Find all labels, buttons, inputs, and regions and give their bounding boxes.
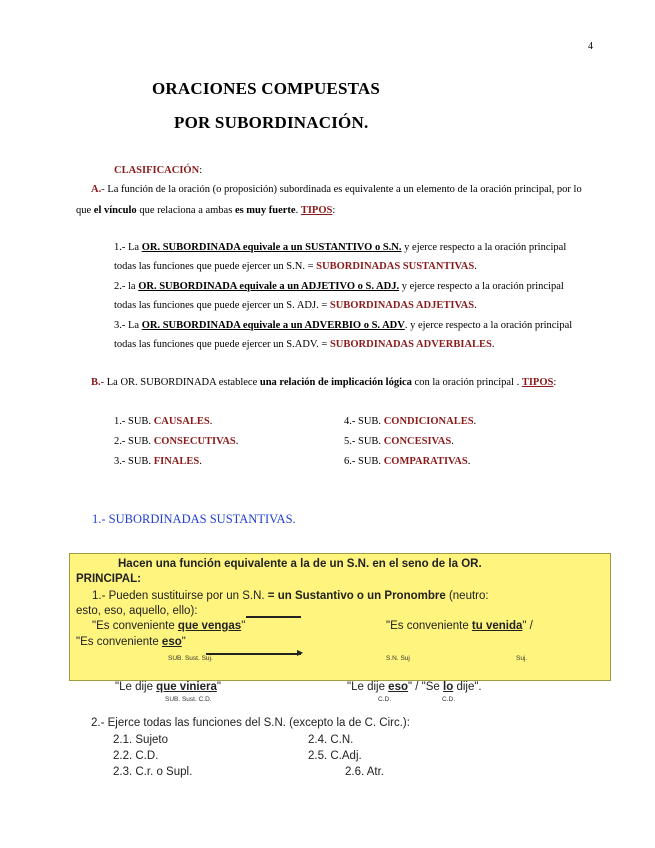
list-item: 5.- SUB. CONCESIVAS. [344, 436, 454, 447]
example-line-cd-2: "Le dije eso" / "Se lo dije". [347, 681, 482, 693]
funcion-item: 2.1. Sujeto [113, 734, 168, 746]
list-item: todas las funciones que puede ejercer un S.ADV. = SUBORDINADAS ADVERBIALES. [114, 339, 495, 350]
list-item: 3.- SUB. FINALES. [114, 456, 202, 467]
page-title-line1: ORACIONES COMPUESTAS [152, 79, 381, 98]
box-line4: esto, eso, aquello, ello): [76, 605, 198, 617]
box-line5-right: "Es conveniente tu venida" / [386, 620, 533, 632]
box-line6: "Es conveniente eso" [76, 636, 186, 648]
funciones-heading: 2.- Ejerce todas las funciones del S.N. (excepto la de C. Circ.): [91, 717, 410, 729]
funcion-item: 2.3. C.r. o Supl. [113, 766, 193, 778]
arrow-head-icon: ▶ [297, 648, 304, 657]
list-item: 1.- La OR. SUBORDINADA equivale a un SUSTANTIVO o S.N. y ejerce respecto a la oración principal [114, 242, 567, 253]
list-item: 2.- la OR. SUBORDINADA equivale a un ADJETIVO o S. ADJ. y ejerce respecto a la oración principal [114, 281, 564, 292]
sub-list-right [344, 415, 476, 469]
list-item: 2.- SUB. CONSECUTIVAS. [114, 436, 239, 447]
note-cd-2: C.D. [442, 696, 455, 703]
note-sn-suj: S.N. Suj [386, 655, 410, 662]
box-line1: Hacen una función equivalente a la de un S.N. en el seno de la OR. [118, 558, 482, 570]
arrow-line-2 [206, 653, 301, 655]
box-line2: PRINCIPAL: [76, 573, 141, 585]
section-heading: 1.- SUBORDINADAS SUSTANTIVAS. [92, 512, 296, 526]
note-suj: Suj. [516, 655, 528, 662]
list-item: 6.- SUB. COMPARATIVAS. [344, 456, 471, 467]
page-number: 4 [588, 41, 593, 52]
funcion-item: 2.6. Atr. [345, 766, 384, 778]
part-b-paragraph: B.- La OR. SUBORDINADA establece una relación de implicación lógica con la oración principal . TIPOS: [91, 377, 557, 388]
funcion-item: 2.5. C.Adj. [308, 750, 362, 762]
tipos-list-a [114, 241, 604, 352]
clasificacion-heading: CLASIFICACIÓN: [114, 165, 203, 176]
part-a-paragraph: A.- La función de la oración (o proposición) subordinada es equivalente a un elemento de la oración principal, por lo que el vínculo que relaciona a ambas es muy fuerte. TIPOS: [76, 184, 582, 216]
list-item: 4.- SUB. CONDICIONALES. [344, 416, 477, 427]
note-sub-cd: SUB. Sust. C.D. [165, 696, 212, 703]
funcion-item: 2.2. C.D. [113, 750, 159, 762]
sub-list-left [114, 415, 238, 469]
example-line-cd: "Le dije que viniera" [115, 681, 221, 693]
box-line5: "Es conveniente que vengas" [92, 620, 246, 632]
funcion-item: 2.4. C.N. [308, 734, 354, 746]
list-item: 1.- SUB. CAUSALES. [114, 416, 213, 427]
list-item: 3.- La OR. SUBORDINADA equivale a un ADVERBIO o S. ADV. y ejerce respecto a la oración principal [114, 320, 573, 331]
box-line3: 1.- Pueden sustituirse por un S.N. = un Sustantivo o un Pronombre (neutro: [92, 590, 489, 602]
page-title-line2: POR SUBORDINACIÓN. [174, 113, 369, 132]
highlight-box [69, 553, 611, 681]
list-item: todas las funciones que puede ejercer un S. ADJ. = SUBORDINADAS ADJETIVAS. [114, 300, 477, 311]
note-cd: C.D. [378, 696, 391, 703]
arrow-line [246, 616, 301, 618]
note-sub-suj: SUB. Sust. Suj. [168, 655, 213, 662]
list-item: todas las funciones que puede ejercer un S.N. = SUBORDINADAS SUSTANTIVAS. [114, 261, 477, 272]
